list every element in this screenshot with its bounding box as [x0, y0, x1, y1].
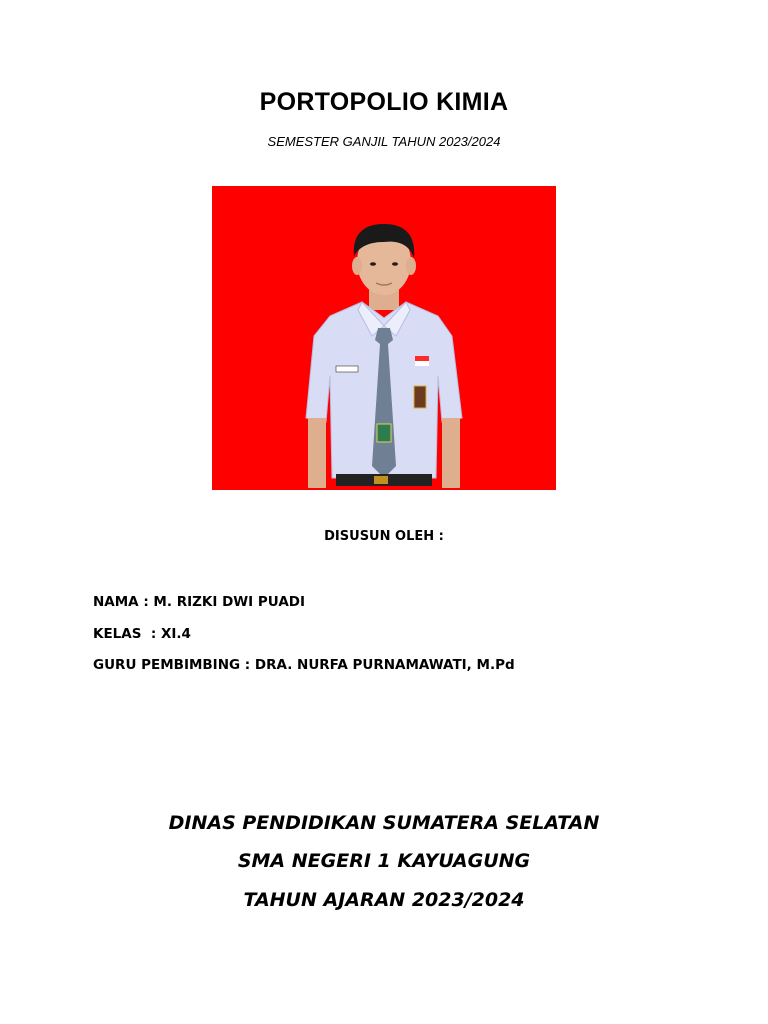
compiled-by-label: DISUSUN OLEH :: [324, 529, 444, 544]
supervising-teacher: GURU PEMBIMBING : DRA. NURFA PURNAMAWATI, M.Pd: [93, 657, 515, 673]
student-name: NAMA : M. RIZKI DWI PUADI: [93, 594, 306, 610]
student-photo: [212, 186, 556, 490]
student-portrait-illustration: [212, 186, 556, 490]
document-title: PORTOPOLIO KIMIA: [259, 88, 509, 116]
footer-department: DINAS PENDIDIKAN SUMATERA SELATAN: [168, 812, 600, 834]
footer-school: SMA NEGERI 1 KAYUAGUNG: [237, 850, 531, 872]
document-subtitle: SEMESTER GANJIL TAHUN 2023/2024: [267, 134, 501, 149]
footer-academic-year: TAHUN AJARAN 2023/2024: [243, 889, 525, 911]
student-class: KELAS : XI.4: [93, 626, 191, 642]
